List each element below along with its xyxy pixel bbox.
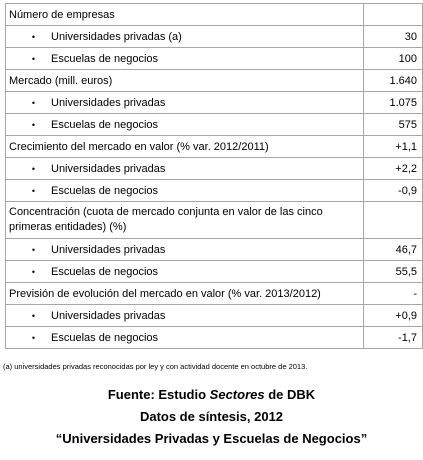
row-label: Concentración (cuota de mercado conjunta en valor de las cinco primeras entidades) (%) bbox=[6, 202, 364, 239]
source-line-1 bbox=[0, 387, 423, 402]
bullet-icon: • bbox=[31, 310, 35, 321]
row-label: Universidades privadas bbox=[51, 309, 166, 322]
table-row bbox=[6, 261, 423, 283]
row-label: Escuelas de negocios bbox=[51, 331, 159, 344]
table-row bbox=[6, 114, 423, 136]
bullet-icon: • bbox=[31, 119, 35, 130]
table-row bbox=[6, 202, 423, 239]
source-line-2: Datos de síntesis, 2012 bbox=[139, 409, 284, 424]
row-value: 30 bbox=[364, 26, 423, 48]
row-value bbox=[364, 202, 423, 239]
bullet-icon: • bbox=[31, 244, 35, 255]
bullet-icon: • bbox=[31, 163, 35, 174]
row-label: Crecimiento del mercado en valor (% var. 2012/2011) bbox=[6, 136, 364, 158]
table-row bbox=[6, 327, 423, 349]
row-value: +2,2 bbox=[364, 158, 423, 180]
row-value: 46,7 bbox=[364, 239, 423, 261]
bullet-icon: • bbox=[31, 53, 35, 64]
bullet-icon: • bbox=[31, 185, 35, 196]
row-value: 575 bbox=[364, 114, 423, 136]
table-row bbox=[6, 158, 423, 180]
row-value: 100 bbox=[364, 48, 423, 70]
table-row bbox=[6, 4, 423, 26]
row-value: +1,1 bbox=[364, 136, 423, 158]
source-prefix: Fuente: Estudio bbox=[107, 387, 210, 402]
table-row bbox=[6, 48, 423, 70]
source-suffix: de DBK bbox=[264, 387, 316, 402]
row-label: Universidades privadas bbox=[51, 162, 166, 175]
row-value: -1,7 bbox=[364, 327, 423, 349]
row-value: +0,9 bbox=[364, 305, 423, 327]
source-line-3: “Universidades Privadas y Escuelas de Negocios” bbox=[55, 431, 368, 446]
table-row bbox=[6, 70, 423, 92]
source-publication-title: Sectores bbox=[209, 387, 265, 402]
table-row bbox=[6, 180, 423, 202]
row-value: 1.640 bbox=[364, 70, 423, 92]
bullet-icon: • bbox=[31, 31, 35, 42]
table-row bbox=[6, 283, 423, 305]
row-label: Número de empresas bbox=[6, 4, 364, 26]
bullet-icon: • bbox=[31, 97, 35, 108]
row-label: Mercado (mill. euros) bbox=[6, 70, 364, 92]
table-row bbox=[6, 26, 423, 48]
row-label: Previsión de evolución del mercado en valor (% var. 2013/2012) bbox=[6, 283, 364, 305]
row-value bbox=[364, 4, 423, 26]
row-label: Escuelas de negocios bbox=[51, 184, 159, 197]
row-label: Escuelas de negocios bbox=[51, 265, 159, 278]
row-label: Universidades privadas (a) bbox=[51, 30, 182, 43]
row-value: 1.075 bbox=[364, 92, 423, 114]
market-summary-table bbox=[5, 3, 423, 349]
table-row bbox=[6, 239, 423, 261]
row-value: - bbox=[364, 283, 423, 305]
row-value: -0,9 bbox=[364, 180, 423, 202]
table-row bbox=[6, 136, 423, 158]
table-footnote: (a) universidades privadas reconocidas por ley y con actividad docente en octubre de 2013. bbox=[3, 362, 308, 371]
row-label: Universidades privadas bbox=[51, 243, 166, 256]
bullet-icon: • bbox=[31, 266, 35, 277]
table-row bbox=[6, 92, 423, 114]
row-label: Escuelas de negocios bbox=[51, 118, 159, 131]
row-label: Universidades privadas bbox=[51, 96, 166, 109]
table-row bbox=[6, 305, 423, 327]
row-value: 55,5 bbox=[364, 261, 423, 283]
row-label: Escuelas de negocios bbox=[51, 52, 159, 65]
bullet-icon: • bbox=[31, 332, 35, 343]
